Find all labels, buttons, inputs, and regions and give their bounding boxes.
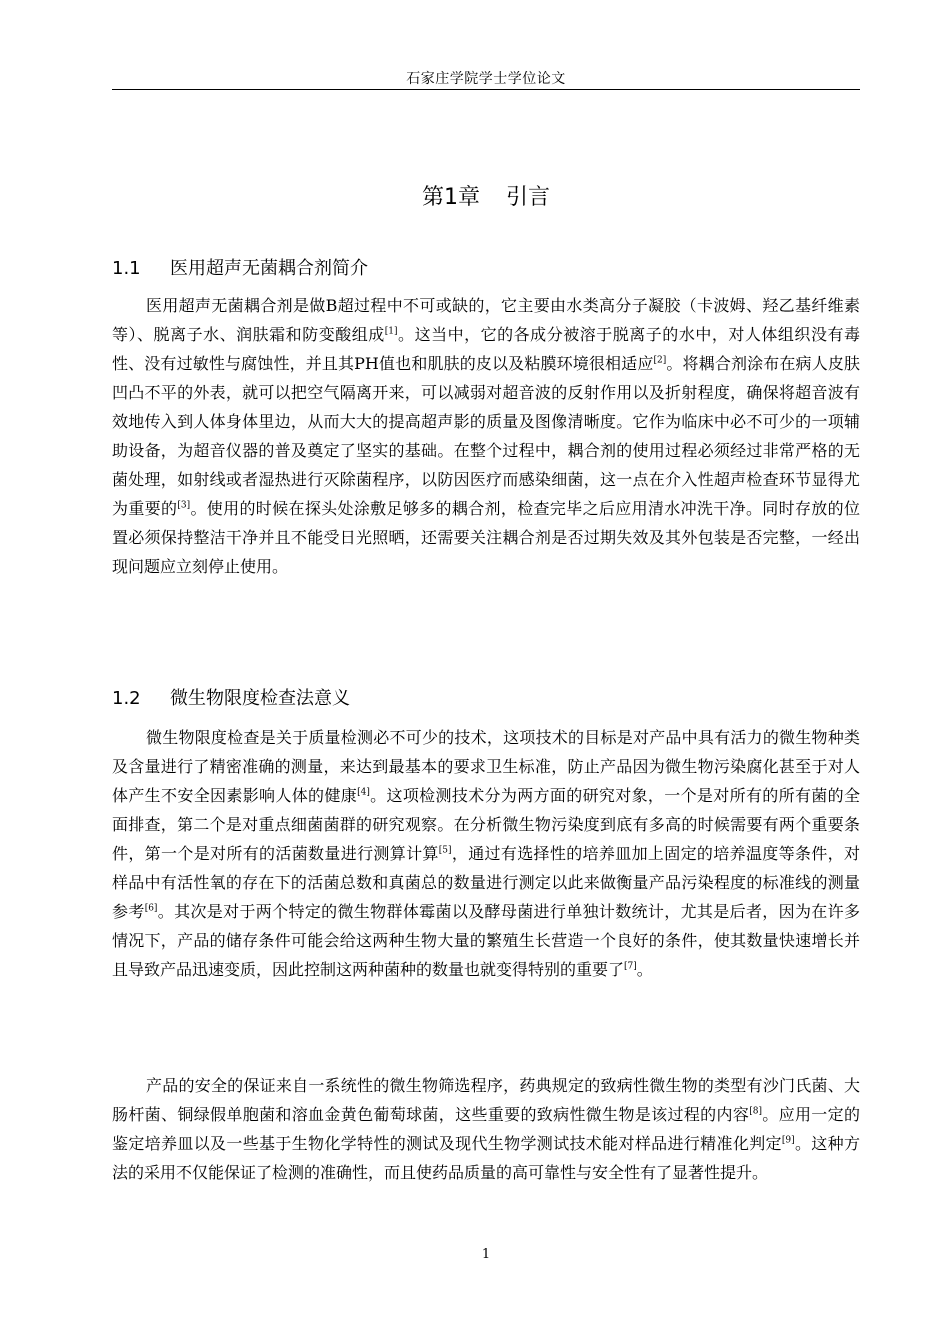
paragraph-text: 。这项检测技术分为两方面的研究对象，一个是对所有的所有菌的全面排查，第二个是对重点细菌菌群的研究观察。在分析微生物污染度到底有多高的时候需要有两个重要条件，第一个是对所有的活菌数量进行测算计算 [112, 786, 860, 863]
paragraph-text: 。应用一定的鉴定培养皿以及一些基于生物化学特性的测试及现代生物学测试技术能对样品进行精准化判定 [112, 1105, 860, 1153]
paragraph [112, 723, 860, 984]
chapter-title-text: 引言 [505, 185, 550, 210]
citation-ref: [9] [781, 1135, 795, 1146]
citation-ref: [4] [357, 787, 370, 798]
paragraph-text: 。将耦合剂涂布在病人皮肤凹凸不平的外表，就可以把空气隔离开来，可以减弱对超音波的反射作用以及折射程度，确保将超音波有效地传入到人体身体里边，从而大大的提高超声影的质量及图像清晰度。它作为临床中必不可少的一项辅助设备，为超音仪器的普及奠定了坚实的基础。在整个过程中，耦合剂的使用过程必须经过非常严格的无菌处理，如射线或者湿热进行灭除菌程序，以防因医疗而感染细菌，这一点在介入性超声检查环节显得尤为重要的 [112, 354, 860, 518]
running-header: 石家庄学院学士学位论文 [406, 71, 566, 87]
paragraph-text: 。其次是对于两个特定的微生物群体霉菌以及酵母菌进行单独计数统计，尤其是后者，因为在许多情况下，产品的储存条件可能会给这两种生物大量的繁殖生长营造一个良好的条件，使其数量快速增长并且导致产品迅速变质，因此控制这两种菌种的数量也就变得特别的重要了 [112, 902, 860, 979]
section-title: 医用超声无菌耦合剂简介 [170, 258, 368, 279]
citation-ref: [7] [624, 961, 637, 972]
paragraph-text: 医用超声无菌耦合剂是做B超过程中不可或缺的，它主要由水类高分子凝胶（卡波姆、羟乙基纤维素等）、脱离子水、润肤霜和防变酸组成 [112, 296, 860, 344]
paragraph-text: 。 [636, 960, 653, 979]
paragraph-text: 。这种方法的采用不仅能保证了检测的准确性，而且使药品质量的高可靠性与安全性有了显著性提升。 [112, 1134, 860, 1182]
citation-ref: [8] [749, 1106, 762, 1117]
paragraph [112, 1071, 860, 1187]
section-title: 微生物限度检查法意义 [170, 688, 350, 709]
paragraph-text: 产品的安全的保证来自一系统性的微生物筛选程序，药典规定的致病性微生物的类型有沙门氏菌、大肠杆菌、铜绿假单胞菌和溶血金黄色葡萄球菌，这些重要的致病性微生物是该过程的内容 [112, 1076, 860, 1124]
citation-ref: [1] [384, 326, 398, 337]
citation-ref: [2] [653, 355, 667, 366]
paragraph-text: 。这当中，它的各成分被溶于脱离子的水中，对人体组织没有毒性、没有过敏性与腐蚀性，并且其PH值也和肌肤的皮以及粘膜环境很相适应 [112, 325, 860, 373]
section-heading-1-2 [112, 684, 860, 710]
section-heading-1-1 [112, 254, 860, 280]
citation-ref: [6] [144, 903, 158, 914]
paragraph-text: 微生物限度检查是关于质量检测必不可少的技术，这项技术的目标是对产品中具有活力的微生物种类及含量进行了精密准确的测量，来达到最基本的要求卫生标准，防止产品因为微生物污染腐化甚至于对人体产生不安全因素影响人体的健康 [112, 728, 860, 805]
paragraph-text: 。使用的时候在探头处涂敷足够多的耦合剂，检查完毕之后应用清水冲洗干净。同时存放的位置必须保持整洁干净并且不能受日光照晒，还需要关注耦合剂是否过期失效及其外包装是否完整，一经出现问题应立刻停止使用。 [112, 499, 860, 576]
paragraph [112, 291, 860, 581]
citation-ref: [5] [438, 845, 452, 856]
section-number: 1.1 [112, 258, 141, 279]
chapter-number: 第1章 [421, 185, 480, 210]
section-number: 1.2 [112, 688, 141, 709]
page-number: 1 [481, 1247, 491, 1262]
citation-ref: [3] [177, 500, 191, 511]
chapter-title [112, 180, 860, 211]
header-rule [112, 89, 860, 90]
paragraph-text: ，通过有选择性的培养皿加上固定的培养温度等条件，对样品中有活性氧的存在下的活菌总数和真菌总的数量进行测定以此来做衡量产品污染程度的标准线的测量参考 [112, 844, 860, 921]
